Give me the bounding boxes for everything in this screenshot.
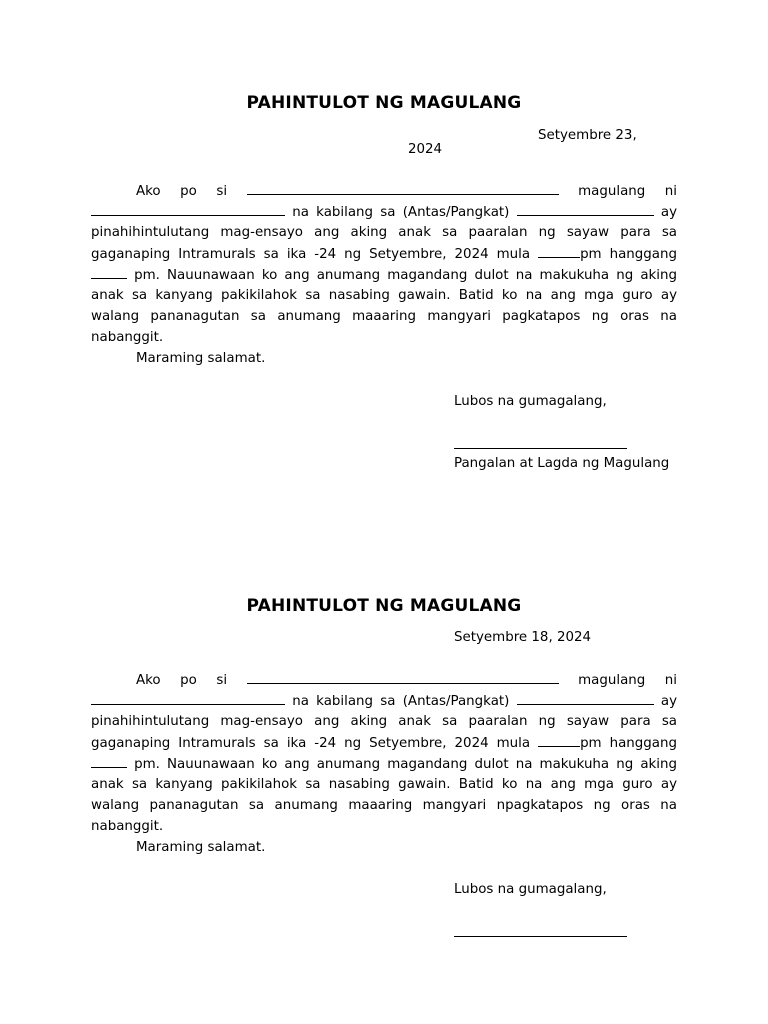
- form1-parent-name-blank[interactable]: [247, 180, 559, 195]
- form2-line-8: nabanggit.: [91, 819, 164, 834]
- form1-date-part1: Setyembre 23,: [538, 128, 637, 143]
- form1-line-1: Ako po si magulang ni: [91, 180, 677, 201]
- form2-grade-section-blank[interactable]: [517, 690, 654, 705]
- form1-start-time-blank[interactable]: [538, 243, 580, 258]
- form2-child-name-blank[interactable]: [91, 690, 285, 705]
- form2-title: PAHINTULOT NG MAGULANG: [246, 596, 522, 616]
- form2-line-4: gaganaping Intramurals sa ika -24 ng Setyembre, 2024 mula pm hanggang: [91, 732, 677, 753]
- form2-date: Setyembre 18, 2024: [454, 630, 592, 645]
- form1-line-6: anak sa kanyang pakikilahok sa nasabing gawain. Batid ko na ang mga guro ay: [91, 288, 677, 303]
- form1-line-4: gaganaping Intramurals sa ika -24 ng Setyembre, 2024 mula pm hanggang: [91, 243, 677, 264]
- form1-end-time-blank[interactable]: [91, 264, 127, 279]
- form1-line-7: walang pananagutan sa anumang maaaring mangyari pagkatapos ng oras na: [91, 309, 677, 324]
- form1-date-part2: 2024: [408, 142, 443, 157]
- form2-line-1: Ako po si magulang ni: [91, 669, 677, 690]
- form2-parent-name-blank[interactable]: [247, 669, 559, 684]
- form1-line-3: pinahihintulutang mag-ensayo ang aking anak sa paaralan ng sayaw para sa: [91, 225, 677, 240]
- form1-line-2: na kabilang sa (Antas/Pangkat) ay: [91, 201, 677, 222]
- form1-signature-line[interactable]: [454, 448, 627, 449]
- form2-signature-line[interactable]: [454, 936, 627, 937]
- form1-body: [91, 180, 677, 369]
- form1-line-5: pm. Nauunawaan ko ang anumang magandang dulot na makukuha ng aking: [91, 264, 677, 285]
- form2-end-time-blank[interactable]: [91, 753, 127, 768]
- form1-title: PAHINTULOT NG MAGULANG: [246, 93, 522, 113]
- form2-line-2: na kabilang sa (Antas/Pangkat) ay: [91, 690, 677, 711]
- form2-start-time-blank[interactable]: [538, 732, 580, 747]
- form2-closing: Lubos na gumagalang,: [454, 882, 607, 897]
- form1-grade-section-blank[interactable]: [517, 201, 654, 216]
- form1-closing: Lubos na gumagalang,: [454, 394, 607, 409]
- form2-line-5: pm. Nauunawaan ko ang anumang magandang dulot na makukuha ng aking: [91, 753, 677, 774]
- form2-line-3: pinahihintulutang mag-ensayo ang aking anak sa paaralan ng sayaw para sa: [91, 714, 677, 729]
- form1-signature-label: Pangalan at Lagda ng Magulang: [454, 456, 670, 471]
- form1-child-name-blank[interactable]: [91, 201, 285, 216]
- form2-thanks: Maraming salamat.: [136, 840, 266, 855]
- form2-line-7: walang pananagutan sa anumang maaaring mangyari npagkatapos ng oras na: [91, 798, 677, 813]
- form1-line-8: nabanggit.: [91, 330, 164, 345]
- form2-line-6: anak sa kanyang pakikilahok sa nasabing gawain. Batid ko na ang mga guro ay: [91, 777, 677, 792]
- form2-body: [91, 669, 677, 858]
- form1-thanks: Maraming salamat.: [136, 351, 266, 366]
